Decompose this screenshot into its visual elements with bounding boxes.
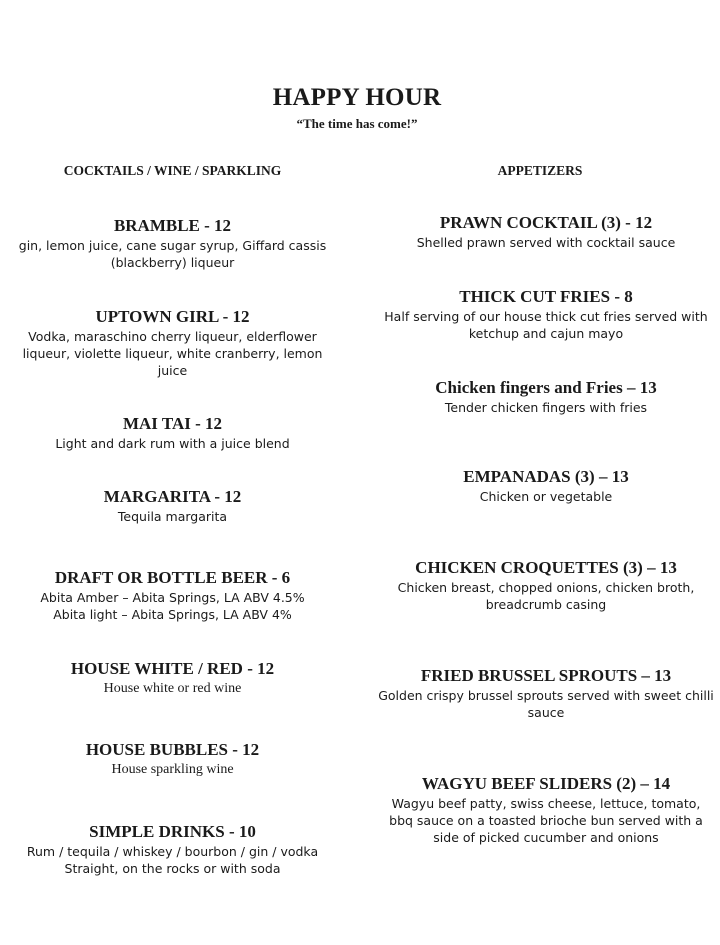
item-name: BRAMBLE - 12 [113,216,232,235]
item-name: MARGARITA - 12 [103,487,242,506]
item-name: Chicken fingers and Fries – 13 [435,378,657,397]
menu-item-uptown-girl [0,307,345,379]
item-description: Tender chicken fingers with fries [444,400,648,415]
item-description: Half serving of our house thick cut fries served with ketchup and cajun mayo [384,309,708,341]
menu-item-chicken-fingers [366,378,720,416]
menu-item-house-white-red [0,659,345,698]
item-description: House white or red wine [103,681,242,696]
item-description: gin, lemon juice, cane sugar syrup, Giffard cassis (blackberry) liqueur [18,238,327,270]
item-name: EMPANADAS (3) – 13 [463,467,629,486]
menu-item-beer [0,568,345,623]
item-name: FRIED BRUSSEL SPROUTS – 13 [420,666,672,685]
cocktails-section-heading: COCKTAILS / WINE / SPARKLING [63,163,282,178]
item-name: WAGYU BEEF SLIDERS (2) – 14 [421,774,671,793]
menu-item-chicken-croquettes [366,558,720,613]
menu-item-bramble [0,216,345,271]
item-description: Light and dark rum with a juice blend [55,436,290,451]
item-description: Tequila margarita [117,509,228,524]
item-name: UPTOWN GIRL - 12 [95,307,250,326]
item-name: THICK CUT FRIES - 8 [459,287,633,306]
item-name: CHICKEN CROQUETTES (3) – 13 [415,558,677,577]
menu-item-simple-drinks [0,822,345,877]
item-description: Shelled prawn served with cocktail sauce [416,235,676,250]
menu-item-house-bubbles [0,740,345,779]
menu-tagline: “The time has come!” [296,116,418,131]
appetizers-section-heading: APPETIZERS [497,163,583,178]
item-description: Abita Amber – Abita Springs, LA ABV 4.5% Abita light – Abita Springs, LA ABV 4% [40,590,305,622]
item-name: PRAWN COCKTAIL (3) - 12 [439,213,653,232]
menu-item-thick-cut-fries [366,287,720,342]
menu-title: HAPPY HOUR [272,84,442,111]
item-description: Chicken or vegetable [479,489,613,504]
item-name: HOUSE BUBBLES - 12 [85,740,260,759]
menu-item-fried-brussel-sprouts [366,666,720,721]
item-description: Wagyu beef patty, swiss cheese, lettuce, tomato, bbq sauce on a toasted brioche bun served with a side of picked cucumber and onions [389,796,703,845]
menu-item-prawn-cocktail [366,213,720,251]
item-description: Chicken breast, chopped onions, chicken broth, breadcrumb casing [397,580,695,612]
menu-item-empanadas [366,467,720,505]
item-description: Rum / tequila / whiskey / bourbon / gin / vodka Straight, on the rocks or with soda [26,844,319,876]
item-name: MAI TAI - 12 [122,414,222,433]
item-name: HOUSE WHITE / RED - 12 [70,659,275,678]
item-name: SIMPLE DRINKS - 10 [89,822,256,841]
menu-item-margarita [0,487,345,525]
item-description: House sparkling wine [111,762,234,777]
item-name: DRAFT OR BOTTLE BEER - 6 [54,568,291,587]
menu-item-mai-tai [0,414,345,452]
item-description: Golden crispy brussel sprouts served with sweet chilli sauce [378,688,714,720]
menu-item-wagyu-beef-sliders [366,774,720,846]
item-description: Vodka, maraschino cherry liqueur, elderflower liqueur, violette liqueur, white cranberry, lemon juice [22,329,323,378]
